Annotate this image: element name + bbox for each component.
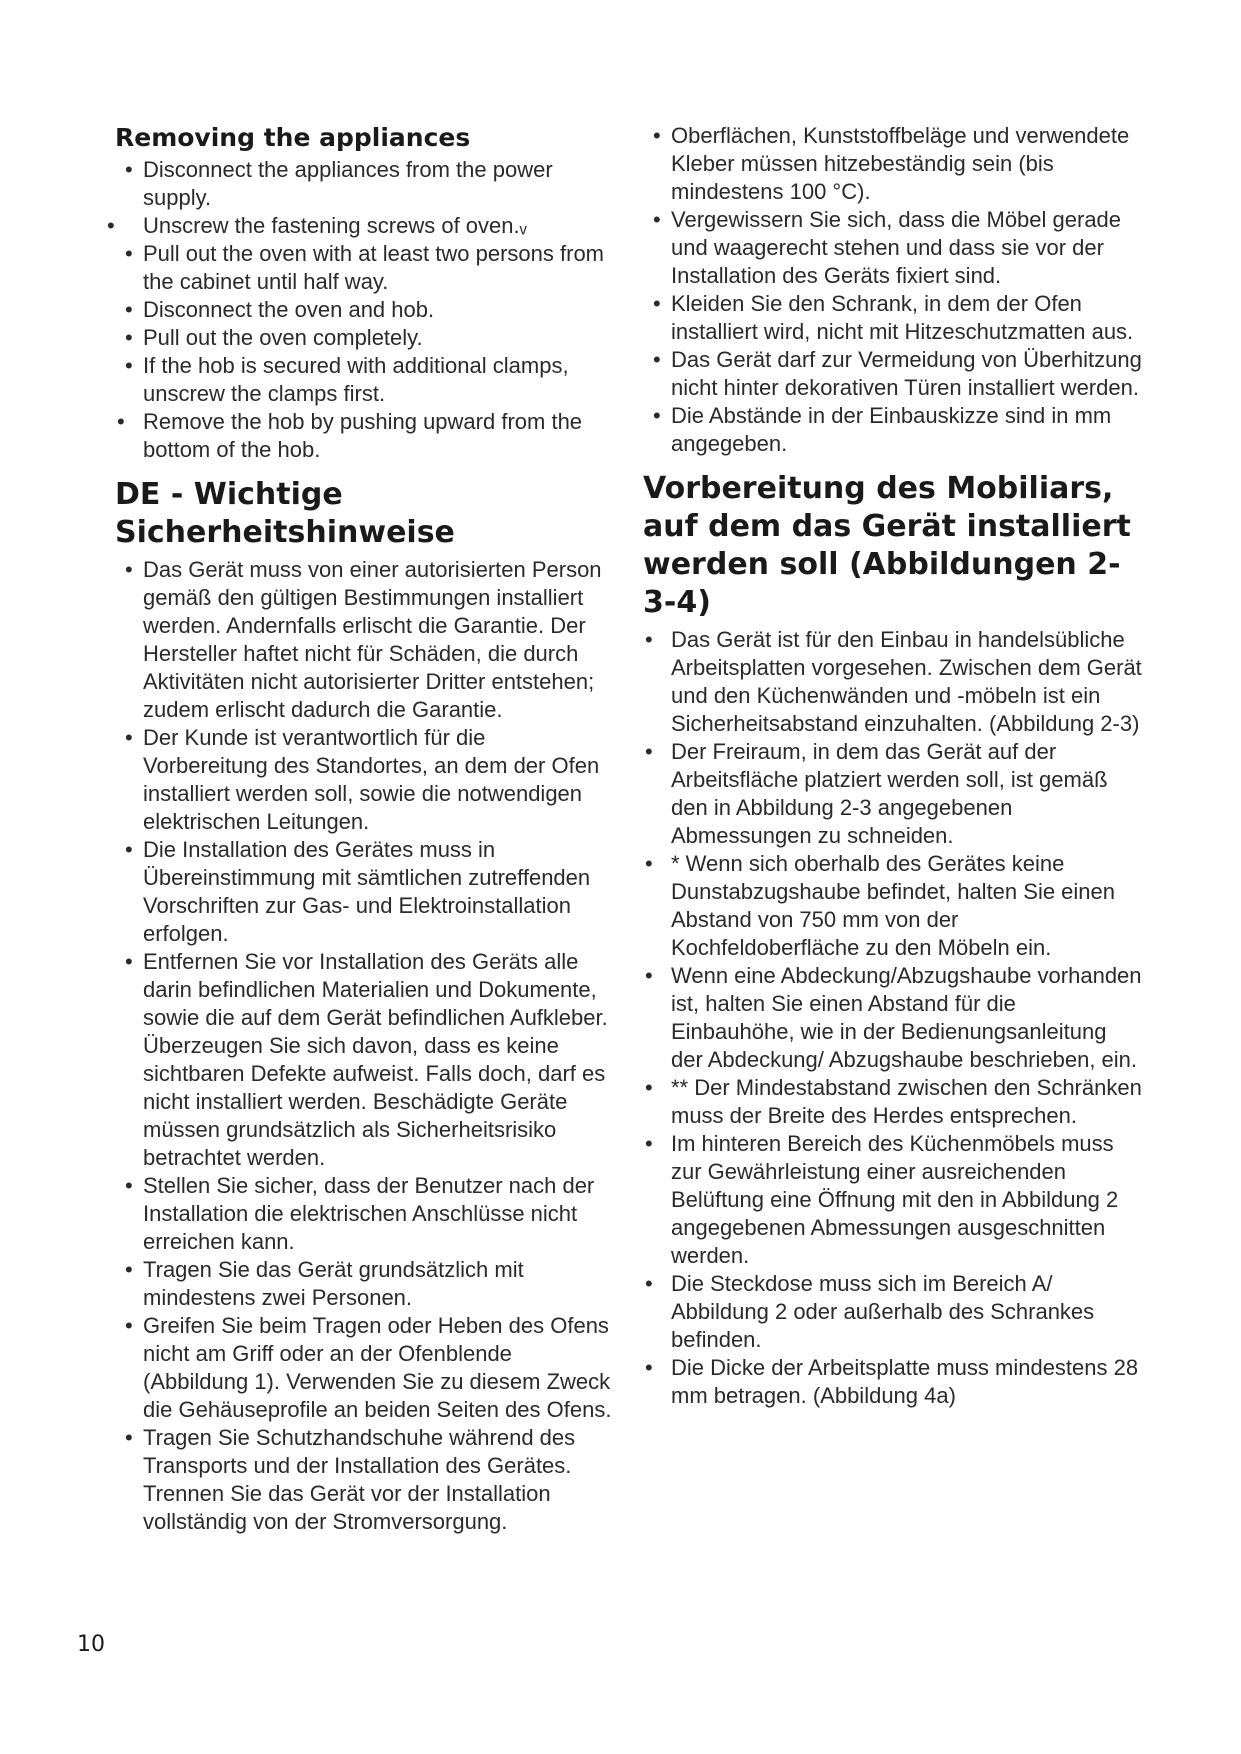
bullet-icon: • [125, 297, 133, 322]
bullet-icon: • [125, 353, 133, 378]
bullet-icon: • [125, 557, 133, 582]
bullet-icon: • [645, 627, 653, 652]
bullet-icon: • [125, 1173, 133, 1198]
furniture-prep-list [643, 626, 1143, 1410]
list-item: • Das Gerät ist für den Einbau in handelsübliche Arbeitsplatten vorgesehen. Zwischen dem Gerät und den Küchenwänden und -möbeln ist ein Sicherheitsabstand einzuhalten. (Abbildung 2-3) [645, 627, 1142, 736]
list-item: • Stellen Sie sicher, dass der Benutzer nach der Installation die elektrischen Anschlüsse nicht erreichen kann. [125, 1173, 595, 1254]
list-item: • Der Freiraum, in dem das Gerät auf der Arbeitsfläche platziert werden soll, ist gemäß den in Abbildung 2-3 angegebenen Abmessungen zu schneiden. [645, 739, 1108, 848]
removing-list [107, 156, 615, 464]
bullet-icon: • [125, 949, 133, 974]
bullet-icon: • [645, 739, 653, 764]
bullet-icon: • [107, 213, 115, 238]
bullet-icon: • [653, 207, 661, 232]
list-item: • Tragen Sie Schutzhandschuhe während des Transports und der Installation des Gerätes. Trennen Sie das Gerät vor der Installation vollständig von der Stromversorgung. [125, 1425, 576, 1534]
requirements-list [643, 122, 1143, 458]
bullet-icon: • [117, 409, 125, 434]
list-item: • Entfernen Sie vor Installation des Geräts alle darin befindlichen Materialien und Dokumente, sowie die auf dem Gerät befindlichen Aufkleber. Überzeugen Sie sich davon, dass es keine sichtbaren Defekte aufweist. Falls doch, darf es nicht installiert werden. Beschädigte Geräte müssen grundsätzlich als Sicherheitsrisiko betrachtet werden. [125, 949, 608, 1170]
list-item: • Disconnect the appliances from the power supply. [125, 157, 553, 210]
bullet-icon: • [645, 1131, 653, 1156]
bullet-icon: • [125, 1313, 133, 1338]
list-item: • Tragen Sie das Gerät grundsätzlich mit mindestens zwei Personen. [125, 1257, 524, 1310]
list-item: • Das Gerät darf zur Vermeidung von Überhitzung nicht hinter dekorativen Türen installiert werden. [653, 347, 1142, 400]
de-safety-heading: DE - Wichtige Sicherheitshinweise [115, 477, 455, 550]
bullet-icon: • [125, 1425, 133, 1450]
list-item: • Oberflächen, Kunststoffbeläge und verwendete Kleber müssen hitzebeständig sein (bis mindestens 100 °C). [653, 123, 1130, 204]
list-item: • Die Steckdose muss sich im Bereich A/ Abbildung 2 oder außerhalb des Schrankes befinden. [645, 1271, 1095, 1352]
list-item: • Pull out the oven with at least two persons from the cabinet until half way. [125, 241, 605, 294]
bullet-icon: • [653, 347, 661, 372]
list-item: • Im hinteren Bereich des Küchenmöbels muss zur Gewährleistung einer ausreichenden Belüftung eine Öffnung mit den in Abbildung 2 angegebenen Abmessungen ausgeschnitten werden. [645, 1131, 1119, 1268]
list-item: • ** Der Mindestabstand zwischen den Schränken muss der Breite des Herdes entsprechen. [645, 1075, 1142, 1128]
bullet-icon: • [125, 837, 133, 862]
list-item: • Das Gerät muss von einer autorisierten Person gemäß den gültigen Bestimmungen installiert werden. Andernfalls erlischt die Garantie. Der Hersteller haftet nicht für Schäden, die durch Aktivitäten nicht autorisierter Dritter entstehen; zudem erlischt dadurch die Garantie. [125, 557, 602, 722]
bullet-icon: • [125, 1257, 133, 1282]
bullet-icon: • [645, 1075, 653, 1100]
bullet-icon: • [645, 1271, 653, 1296]
bullet-icon: • [125, 725, 133, 750]
de-safety-list [115, 556, 615, 1536]
bullet-icon: • [653, 123, 661, 148]
list-item: • Die Installation des Gerätes muss in Übereinstimmung mit sämtlichen zutreffenden Vorschriften zur Gas- und Elektroinstallation erfolgen. [125, 837, 591, 946]
bullet-icon: • [125, 157, 133, 182]
list-item: • Disconnect the oven and hob. [125, 297, 435, 322]
page-number: 10 [77, 1632, 105, 1657]
list-item: • Remove the hob by pushing upward from the bottom of the hob. [117, 409, 583, 462]
list-item: • If the hob is secured with additional clamps, unscrew the clamps first. [125, 353, 569, 406]
list-item: • Der Kunde ist verantwortlich für die Vorbereitung des Standortes, an dem der Ofen installiert werden soll, sowie die notwendigen elektrischen Leitungen. [125, 725, 600, 834]
bullet-icon: • [645, 851, 653, 876]
right-column [643, 122, 1143, 1410]
bullet-icon: • [125, 241, 133, 266]
list-item: • Pull out the oven completely. [125, 325, 423, 350]
list-item: • Greifen Sie beim Tragen oder Heben des Ofens nicht am Griff oder an der Ofenblende (Abbildung 1). Verwenden Sie zu diesem Zweck die Gehäuseprofile an beiden Seiten des Ofens. [125, 1313, 612, 1422]
list-item: • * Wenn sich oberhalb des Gerätes keine Dunstabzugshaube befindet, halten Sie einen Abstand von 750 mm von der Kochfeldoberfläche zu den Möbeln ein. [645, 851, 1116, 960]
list-item: • Kleiden Sie den Schrank, in dem der Ofen installiert wird, nicht mit Hitzeschutzmatten aus. [653, 291, 1134, 344]
removing-heading: Removing the appliances [115, 123, 471, 152]
list-item: • Unscrew the fastening screws of oven.ᵥ [107, 213, 527, 238]
left-column [107, 122, 615, 1536]
bullet-icon: • [645, 963, 653, 988]
bullet-icon: • [645, 1355, 653, 1380]
list-item: • Die Abstände in der Einbauskizze sind in mm angegeben. [653, 403, 1112, 456]
bullet-icon: • [653, 403, 661, 428]
list-item: • Wenn eine Abdeckung/Abzugshaube vorhanden ist, halten Sie einen Abstand für die Einbauhöhe, wie in der Bedienungsanleitung der Abdeckung/ Abzugshaube beschrieben, ein. [645, 963, 1142, 1072]
bullet-icon: • [653, 291, 661, 316]
furniture-prep-heading: Vorbereitung des Mobiliars, auf dem das Gerät installiert werden soll (Abbildungen 2-3-4) [643, 471, 1131, 620]
list-item: • Vergewissern Sie sich, dass die Möbel gerade und waagerecht stehen und dass sie vor der Installation des Geräts fixiert sind. [653, 207, 1122, 288]
bullet-icon: • [125, 325, 133, 350]
list-item: • Die Dicke der Arbeitsplatte muss mindestens 28 mm betragen. (Abbildung 4a) [645, 1355, 1139, 1408]
